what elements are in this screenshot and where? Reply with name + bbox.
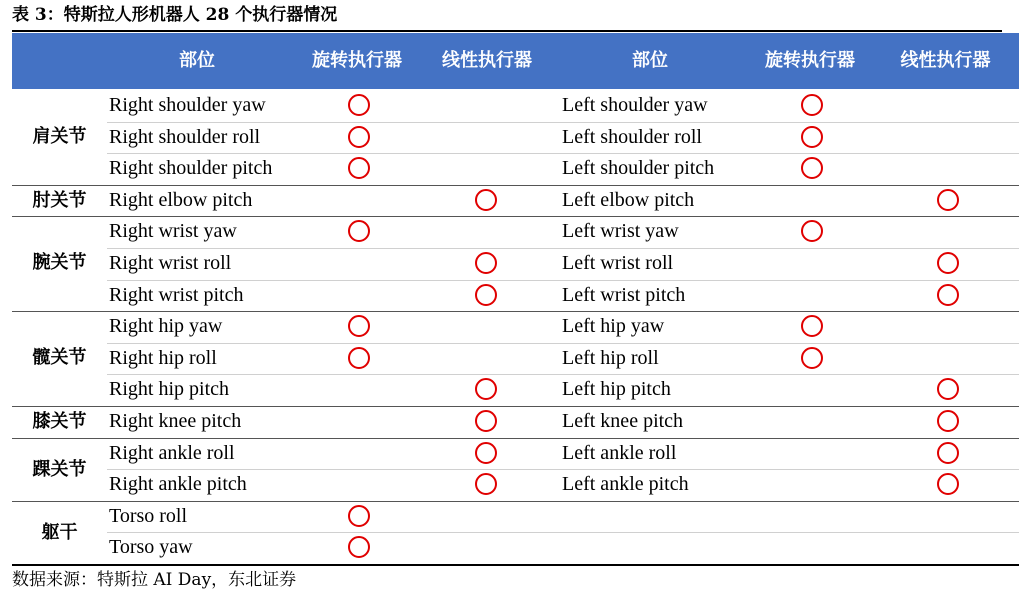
table-row	[12, 532, 1019, 563]
right-rotary-marker-icon	[348, 347, 370, 369]
joint-group-label: 踝关节	[32, 458, 87, 480]
right-rotary-marker-icon	[348, 126, 370, 148]
right-linear-marker-icon	[475, 410, 497, 432]
left-linear-marker-icon	[937, 442, 959, 464]
right-linear-marker-icon	[475, 284, 497, 306]
left-rotary-marker-icon	[801, 347, 823, 369]
header-rotary-right: 旋转执行器	[312, 50, 402, 71]
table-row	[12, 438, 1019, 469]
right-part-name: Right wrist yaw	[109, 220, 237, 243]
left-rotary-marker-icon	[801, 157, 823, 179]
table-row	[12, 311, 1019, 342]
left-part-name: Left hip yaw	[562, 315, 665, 338]
right-part-name: Right shoulder roll	[109, 125, 261, 148]
right-part-name: Right hip pitch	[109, 378, 229, 401]
left-part-name: Left shoulder roll	[562, 125, 702, 148]
joint-group-label: 肩关节	[32, 126, 87, 147]
right-linear-marker-icon	[475, 473, 497, 495]
table-bottom-rule	[12, 564, 1019, 566]
header-linear-left: 线性执行器	[900, 50, 991, 71]
right-part-name: Right wrist pitch	[109, 283, 244, 306]
joint-group-label: 髋关节	[32, 347, 87, 369]
header-linear-right: 线性执行器	[442, 50, 532, 71]
right-linear-marker-icon	[475, 189, 497, 211]
right-rotary-marker-icon	[348, 157, 370, 179]
caption-rule	[12, 30, 1002, 32]
left-linear-marker-icon	[937, 284, 959, 306]
right-rotary-marker-icon	[348, 505, 370, 527]
table-row	[12, 248, 1019, 279]
left-rotary-marker-icon	[801, 315, 823, 337]
table-row	[12, 122, 1019, 153]
left-part-name: Left shoulder yaw	[562, 94, 708, 116]
left-rotary-marker-icon	[801, 94, 823, 116]
right-linear-marker-icon	[475, 378, 497, 400]
right-part-name: Right ankle roll	[109, 441, 235, 464]
header-part-left: 部位	[632, 50, 668, 71]
left-linear-marker-icon	[937, 473, 959, 495]
right-part-name: Right wrist roll	[109, 252, 232, 274]
right-rotary-marker-icon	[348, 94, 370, 116]
table-row	[12, 185, 1019, 216]
table-row	[12, 469, 1019, 500]
right-linear-marker-icon	[475, 442, 497, 464]
table-caption: 表 3：特斯拉人形机器人 28 个执行器情况	[12, 5, 338, 25]
table-row	[12, 406, 1019, 437]
left-linear-marker-icon	[937, 189, 959, 211]
right-rotary-marker-icon	[348, 536, 370, 558]
left-part-name: Left ankle roll	[562, 441, 677, 464]
table-row	[12, 90, 1019, 121]
left-part-name: Left shoulder pitch	[562, 157, 715, 180]
table-header	[12, 33, 1019, 89]
left-part-name: Left elbow pitch	[562, 188, 695, 211]
right-part-name: Right knee pitch	[109, 410, 242, 432]
left-linear-marker-icon	[937, 378, 959, 400]
right-part-name: Right hip yaw	[109, 315, 223, 338]
left-part-name: Left wrist yaw	[562, 220, 679, 243]
table-row	[12, 343, 1019, 374]
right-rotary-marker-icon	[348, 220, 370, 242]
left-part-name: Left wrist pitch	[562, 283, 686, 306]
table-row	[12, 374, 1019, 405]
left-linear-marker-icon	[937, 252, 959, 274]
right-part-name: Right hip roll	[109, 346, 217, 369]
right-part-name: Torso roll	[109, 504, 188, 527]
left-part-name: Left hip pitch	[562, 378, 671, 401]
left-rotary-marker-icon	[801, 126, 823, 148]
table-row	[12, 501, 1019, 532]
joint-group-label: 膝关节	[32, 411, 87, 432]
joint-group-label: 躯干	[41, 521, 78, 543]
left-part-name: Left wrist roll	[562, 252, 674, 274]
left-rotary-marker-icon	[801, 220, 823, 242]
table-row	[12, 216, 1019, 247]
table-row	[12, 280, 1019, 311]
left-part-name: Left hip roll	[562, 346, 659, 369]
right-part-name: Right ankle pitch	[109, 473, 247, 496]
right-linear-marker-icon	[475, 252, 497, 274]
table-row	[12, 153, 1019, 184]
header-rotary-left: 旋转执行器	[765, 50, 855, 71]
joint-group-label: 肘关节	[32, 189, 87, 211]
left-linear-marker-icon	[937, 410, 959, 432]
right-part-name: Right shoulder yaw	[109, 94, 266, 116]
header-part-right: 部位	[179, 50, 215, 71]
source-note: 数据来源：特斯拉 AI Day，东北证券	[12, 570, 297, 590]
right-rotary-marker-icon	[348, 315, 370, 337]
right-part-name: Right elbow pitch	[109, 188, 253, 211]
left-part-name: Left knee pitch	[562, 410, 684, 432]
right-part-name: Right shoulder pitch	[109, 157, 273, 180]
left-part-name: Left ankle pitch	[562, 473, 689, 496]
right-part-name: Torso yaw	[109, 536, 193, 559]
joint-group-label: 腕关节	[32, 252, 87, 274]
